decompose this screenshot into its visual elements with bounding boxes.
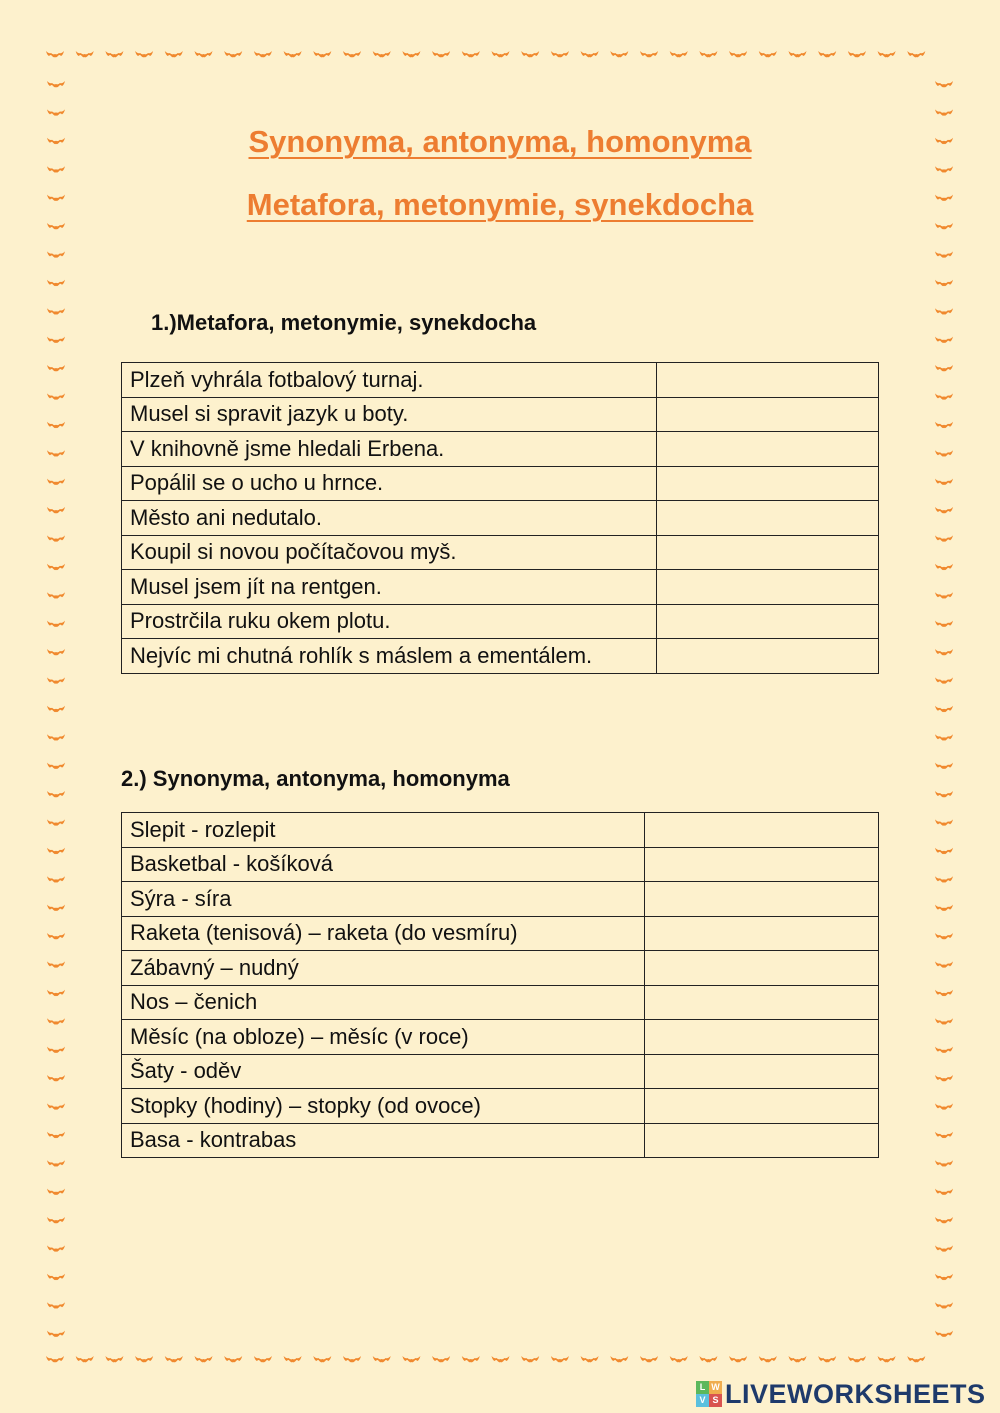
answer-cell[interactable] [657,466,879,501]
bat-icon [789,51,807,57]
worksheet-title-line1: Synonyma, antonyma, homonyma [248,124,752,159]
bat-icon [47,1302,65,1308]
bat-icon [47,308,65,314]
table-row [122,604,879,639]
bat-icon [935,422,953,428]
bat-icon [729,51,747,57]
bat-icon [935,308,953,314]
sentence-cell: Musel jsem jít na rentgen. [122,570,657,605]
bat-icon [47,933,65,939]
bat-icon [343,51,361,57]
bat-icon [76,1356,94,1362]
bat-icon [47,677,65,683]
bat-icon [284,51,302,57]
bat-icon [935,1331,953,1337]
table-row [122,985,879,1020]
sentence-cell: V knihovně jsme hledali Erbena. [122,432,657,467]
answer-input[interactable] [657,434,878,466]
bat-icon [224,1356,242,1362]
answer-input[interactable] [657,537,878,569]
bat-icon [254,1356,272,1362]
bat-icon [935,479,953,485]
bat-icon [224,51,242,57]
bat-icon [47,1132,65,1138]
bat-icon [47,280,65,286]
bat-icon [935,933,953,939]
bat-icon [935,791,953,797]
bat-icon [47,223,65,229]
bat-icon [818,1356,836,1362]
answer-input[interactable] [645,953,878,985]
bat-icon [521,1356,539,1362]
bat-icon [935,1245,953,1251]
bat-icon [47,1217,65,1223]
answer-cell[interactable] [657,501,879,536]
bat-icon [935,251,953,257]
bat-icon [935,1047,953,1053]
section2-heading: 2.) Synonyma, antonyma, homonyma [121,766,510,791]
bat-icon [373,1356,391,1362]
answer-input[interactable] [645,815,878,847]
bat-icon [492,1356,510,1362]
answer-cell[interactable] [645,847,879,882]
worksheet-title-line2: Metafora, metonymie, synekdocha [246,187,754,222]
bat-icon [47,990,65,996]
bat-icon [935,564,953,570]
answer-cell[interactable] [645,951,879,986]
bat-icon [551,1356,569,1362]
bat-icon [47,734,65,740]
answer-input[interactable] [645,918,878,950]
bat-icon [432,1356,450,1362]
table-row [122,951,879,986]
bat-icon [47,763,65,769]
bat-icon [105,51,123,57]
bat-icon [670,1356,688,1362]
sentence-cell: Prostrčila ruku okem plotu. [122,604,657,639]
bat-icon [47,905,65,911]
bat-icon [935,81,953,87]
table-row [122,501,879,536]
sentence-cell: Sýra - síra [122,882,645,917]
answer-cell[interactable] [657,570,879,605]
bat-icon [46,51,64,57]
bat-icon [47,251,65,257]
bat-icon [610,1356,628,1362]
bat-icon [848,51,866,57]
bat-icon [640,1356,658,1362]
answer-input[interactable] [645,1056,878,1088]
answer-cell[interactable] [645,813,879,848]
answer-input[interactable] [645,1022,878,1054]
bat-icon [432,51,450,57]
bat-icon [935,1075,953,1081]
bat-icon [935,1160,953,1166]
answer-cell[interactable] [645,916,879,951]
bat-icon [935,706,953,712]
bat-icon [907,1356,925,1362]
bat-icon [402,51,420,57]
table-row [122,813,879,848]
bat-icon [46,1356,64,1362]
bat-icon [610,51,628,57]
sentence-cell: Slepit - rozlepit [122,813,645,848]
bat-icon [935,592,953,598]
section1-heading: 1.)Metafora, metonymie, synekdocha [151,310,537,335]
bat-icon [47,393,65,399]
bat-icon [47,848,65,854]
sentence-cell: Nejvíc mi chutná rohlík s máslem a ementálem. [122,639,657,674]
bat-icon [373,51,391,57]
sentence-cell: Basketbal - košíková [122,847,645,882]
bat-icon [935,677,953,683]
bat-icon [935,535,953,541]
bat-icon [729,1356,747,1362]
bat-icon [935,1189,953,1195]
bat-icon [935,734,953,740]
bat-icon [935,876,953,882]
bat-icon [47,961,65,967]
bat-icon [47,479,65,485]
sentence-cell: Šaty - oděv [122,1054,645,1089]
section2-table [121,812,879,1158]
bat-icon [935,450,953,456]
sentence-cell: Nos – čenich [122,985,645,1020]
bat-icon [935,393,953,399]
sentence-cell: Město ani nedutalo. [122,501,657,536]
bat-icon [47,649,65,655]
bat-icon [47,1189,65,1195]
table-row [122,1054,879,1089]
bat-icon [759,51,777,57]
bat-icon [165,1356,183,1362]
bat-icon [581,51,599,57]
answer-input[interactable] [657,468,878,500]
sentence-cell: Měsíc (na obloze) – měsíc (v roce) [122,1020,645,1055]
bat-icon [699,1356,717,1362]
answer-cell[interactable] [645,1089,879,1124]
answer-input[interactable] [657,365,878,397]
bat-icon [935,507,953,513]
bat-icon [492,51,510,57]
answer-cell[interactable] [645,1020,879,1055]
bat-icon [47,507,65,513]
bat-icon [878,1356,896,1362]
liveworksheets-logo [696,1376,986,1412]
answer-cell[interactable] [645,1054,879,1089]
table-row [122,432,879,467]
table-row [122,397,879,432]
answer-input[interactable] [657,641,878,673]
bat-icon [76,51,94,57]
liveworksheets-badge-icon: L W V S [696,1381,722,1407]
bat-icon [195,51,213,57]
sentence-cell: Raketa (tenisová) – raketa (do vesmíru) [122,916,645,951]
table-row [122,916,879,951]
bat-icon [521,51,539,57]
bat-icon [935,621,953,627]
table-row [122,535,879,570]
bat-icon [759,1356,777,1362]
bat-icon [935,819,953,825]
bat-icon [935,1103,953,1109]
bat-icon [284,1356,302,1362]
bat-icon [47,791,65,797]
table-row [122,639,879,674]
sentence-cell: Musel si spravit jazyk u boty. [122,397,657,432]
answer-input[interactable] [657,572,878,604]
bat-icon [47,1047,65,1053]
sentence-cell: Plzeň vyhrála fotbalový turnaj. [122,363,657,398]
bat-icon [47,592,65,598]
answer-cell[interactable] [657,535,879,570]
bat-icon [165,51,183,57]
bat-icon [47,422,65,428]
bat-icon [313,1356,331,1362]
bat-icon [47,450,65,456]
sentence-cell: Stopky (hodiny) – stopky (od ovoce) [122,1089,645,1124]
bat-icon [135,1356,153,1362]
bat-icon [313,51,331,57]
bat-icon [935,1217,953,1223]
bat-icon [254,51,272,57]
bat-icon [47,819,65,825]
bat-icon [105,1356,123,1362]
liveworksheets-brand: LIVEWORKSHEETS [725,1378,986,1409]
bat-icon [789,1356,807,1362]
bat-icon [935,990,953,996]
answer-input[interactable] [657,503,878,535]
bat-icon [47,876,65,882]
answer-cell[interactable] [657,639,879,674]
table-row [122,882,879,917]
sentence-cell: Basa - kontrabas [122,1123,645,1158]
bat-icon [935,280,953,286]
answer-cell[interactable] [657,397,879,432]
table-row [122,1123,879,1158]
table-row [122,466,879,501]
bat-icon [670,51,688,57]
bat-icon [47,1018,65,1024]
bat-icon [47,81,65,87]
bat-icon [935,961,953,967]
bat-icon [699,51,717,57]
bat-icon [640,51,658,57]
bat-icon [47,706,65,712]
answer-cell[interactable] [645,1123,879,1158]
bat-icon [935,1018,953,1024]
answer-cell[interactable] [645,882,879,917]
bat-icon [135,51,153,57]
table-row [122,847,879,882]
bat-icon [343,1356,361,1362]
bat-icon [935,365,953,371]
answer-input[interactable] [645,987,878,1019]
bat-icon [47,1075,65,1081]
bat-icon [47,1103,65,1109]
bat-icon [935,905,953,911]
bat-icon [402,1356,420,1362]
answer-cell[interactable] [657,432,879,467]
bat-icon [47,1160,65,1166]
table-row [122,363,879,398]
bat-icon [462,1356,480,1362]
bat-icon [935,763,953,769]
bat-icon [935,1274,953,1280]
bat-icon [935,223,953,229]
bat-icon [47,1331,65,1337]
table-row [122,1089,879,1124]
sentence-cell: Zábavný – nudný [122,951,645,986]
answer-cell[interactable] [657,604,879,639]
bat-icon [935,649,953,655]
answer-input[interactable] [645,849,878,881]
table-row [122,570,879,605]
section1-table [121,362,879,674]
bat-icon [47,1274,65,1280]
bat-icon [581,1356,599,1362]
answer-input[interactable] [657,399,878,431]
answer-cell[interactable] [657,363,879,398]
table-row [122,1020,879,1055]
answer-cell[interactable] [645,985,879,1020]
bat-icon [935,337,953,343]
bat-icon [818,51,836,57]
bat-icon [195,1356,213,1362]
bat-icon [47,365,65,371]
bat-icon [47,166,65,172]
sentence-cell: Koupil si novou počítačovou myš. [122,535,657,570]
bat-icon [47,621,65,627]
bat-icon [47,1245,65,1251]
bat-icon [47,109,65,115]
bat-icon [935,1302,953,1308]
bat-icon [878,51,896,57]
answer-input[interactable] [645,1125,878,1157]
bat-icon [935,166,953,172]
bat-icon [551,51,569,57]
bat-icon [47,337,65,343]
bat-icon [462,51,480,57]
bat-icon [848,1356,866,1362]
bat-icon [935,109,953,115]
bat-icon [907,51,925,57]
bat-icon [935,1132,953,1138]
bat-icon [47,535,65,541]
answer-input[interactable] [645,1091,878,1123]
bat-icon [47,564,65,570]
answer-input[interactable] [645,884,878,916]
sentence-cell: Popálil se o ucho u hrnce. [122,466,657,501]
bat-icon [935,848,953,854]
answer-input[interactable] [657,606,878,638]
